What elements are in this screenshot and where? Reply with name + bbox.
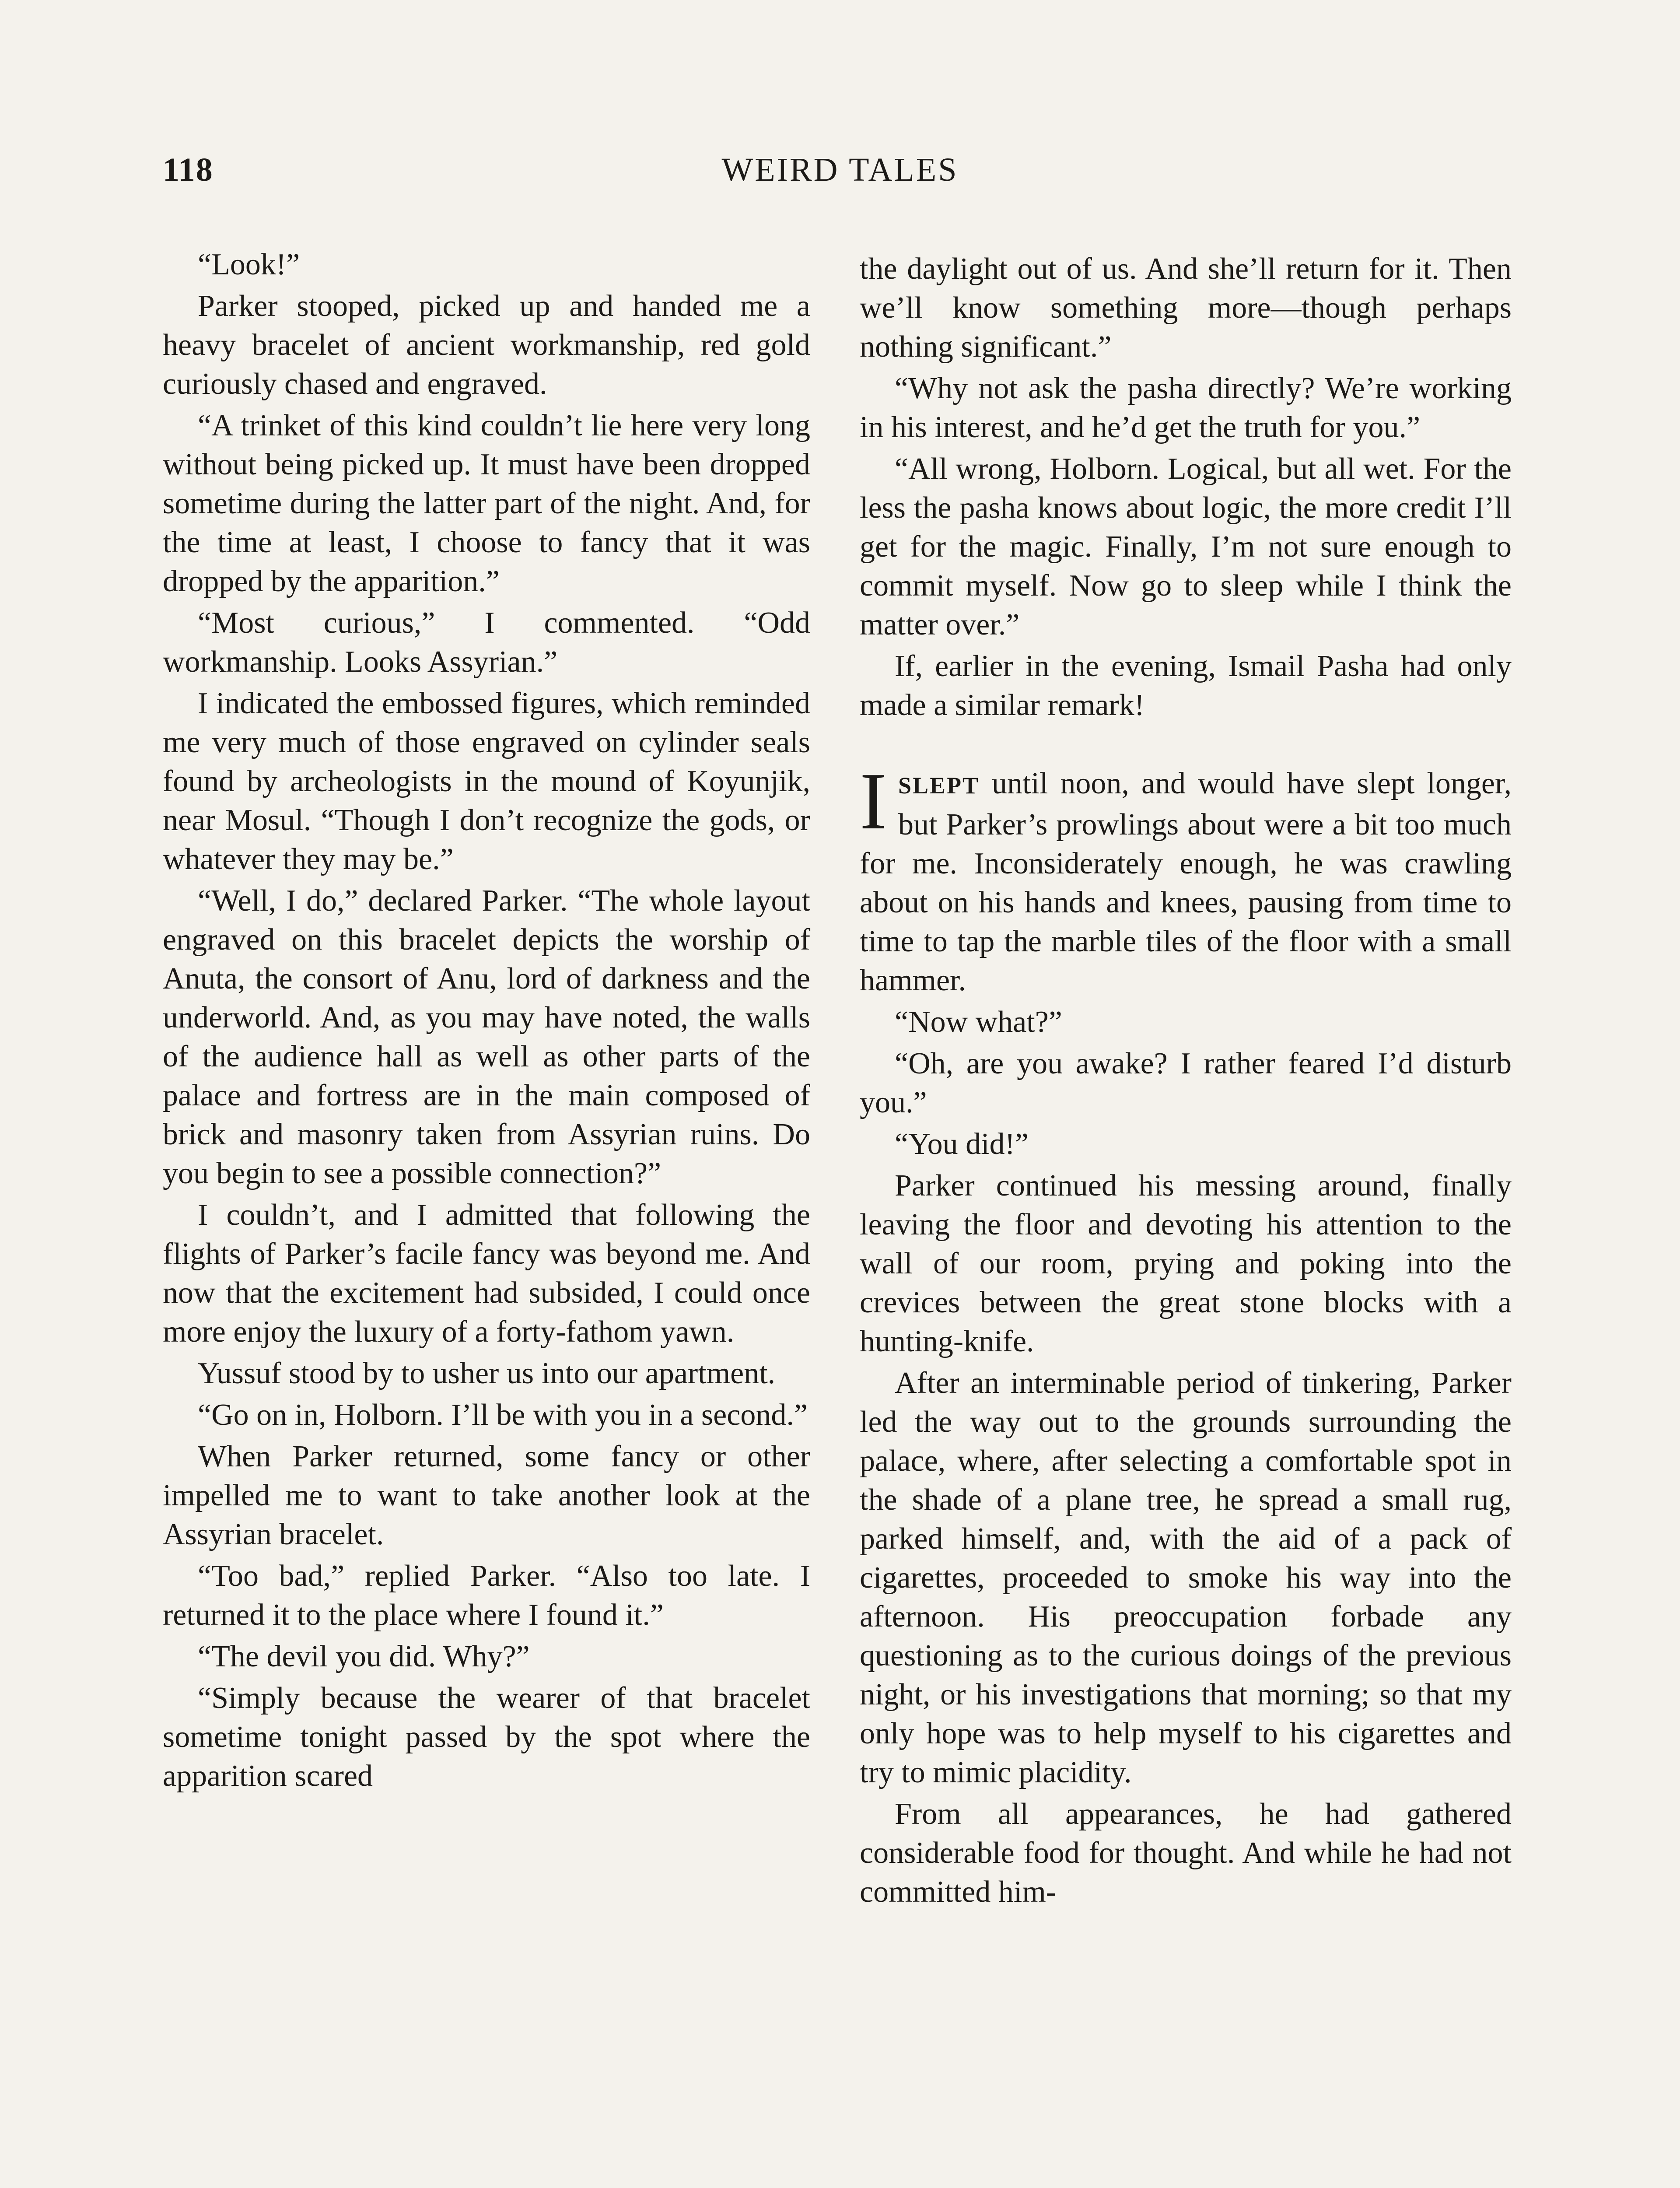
- paragraph: “Oh, are you awake? I rather feared I’d disturb you.”: [860, 1047, 1512, 1119]
- paragraph: If, earlier in the evening, Ismail Pasha had only made a similar remark!: [860, 649, 1512, 722]
- paragraph: “Most curious,” I commented. “Odd workmanship. Looks Assyrian.”: [163, 606, 810, 679]
- paragraph: “Now what?”: [895, 1005, 1062, 1039]
- left-column: [163, 245, 810, 1798]
- paragraph: Yussuf stood by to usher us into our apartment.: [198, 1357, 776, 1390]
- paragraph: Parker stooped, picked up and handed me a heavy bracelet of ancient workmanship, red gold curiously chased and engraved.: [163, 289, 810, 401]
- drop-cap: I: [860, 756, 887, 846]
- small-caps-lead: SLEPT: [898, 772, 980, 799]
- section-opening-text: until noon, and would have slept longer, but Parker’s prowlings about were a bit too much for me. Inconsiderately enough, he was crawling about on his hands and knees, pausing from time to time to tap the marble tiles of the floor with a small hammer.: [860, 767, 1512, 997]
- page-header: [0, 151, 1680, 203]
- paragraph: After an interminable period of tinkering, Parker led the way out to the grounds surrounding the palace, where, after selecting a comfortable spot in the shade of a plane tree, he spread a small rug, parked himself, and, with the aid of a pack of cigarettes, proceeded to smoke his way into the afternoon. His preoccupation forbade any questioning as to the curious doings of the previous night, or his investigations that morning; so that my only hope was to help myself to his cigarettes and try to mimic placidity.: [860, 1366, 1512, 1789]
- paragraph: I couldn’t, and I admitted that following the flights of Parker’s facile fancy was beyond me. And now that the excitement had subsided, I could once more enjoy the luxury of a forty-fathom yawn.: [163, 1198, 810, 1349]
- right-column: [860, 249, 1512, 1914]
- paragraph: “Too bad,” replied Parker. “Also too late. I returned it to the place where I found it.”: [163, 1559, 810, 1632]
- page-number: 118: [163, 151, 214, 188]
- paragraph: “Well, I do,” declared Parker. “The whole layout engraved on this bracelet depicts the worship of Anuta, the consort of Anu, lord of darkness and the underworld. And, as you may have noted, the walls of the audience hall as well as other parts of the palace and fortress are in the main composed of brick and masonry taken from Assyrian ruins. Do you begin to see a possible connection?”: [163, 884, 810, 1190]
- paragraph: “A trinket of this kind couldn’t lie here very long without being picked up. It must have been dropped sometime during the latter part of the night. And, for the time at least, I choose to fancy that it was dropped by the apparition.”: [163, 409, 810, 598]
- paragraph: “Simply because the wearer of that bracelet sometime tonight passed by the spot where the apparition scared: [163, 1681, 810, 1793]
- paragraph: Parker continued his messing around, finally leaving the floor and devoting his attention to the wall of our room, prying and poking into the crevices between the great stone blocks with a hunting-knife.: [860, 1169, 1512, 1358]
- paragraph: I indicated the embossed figures, which reminded me very much of those engraved on cylinder seals found by archeologists in the mound of Koyunjik, near Mosul. “Though I don’t recognize the gods, or whatever they may be.”: [163, 687, 810, 876]
- paragraph: “Look!”: [198, 248, 300, 281]
- paragraph: “Go on in, Holborn. I’ll be with you in a second.”: [198, 1398, 808, 1432]
- section-opening-paragraph: [860, 756, 1512, 1000]
- continuation-paragraph: the daylight out of us. And she’ll return for it. Then we’ll know something more—though perhaps nothing significant.”: [860, 252, 1512, 364]
- paragraph: “The devil you did. Why?”: [198, 1640, 530, 1673]
- paragraph: “Why not ask the pasha directly? We’re working in his interest, and he’d get the truth for you.”: [860, 372, 1512, 444]
- paragraph: From all appearances, he had gathered considerable food for thought. And while he had not committed him-: [860, 1797, 1512, 1909]
- paragraph: When Parker returned, some fancy or other impelled me to want to take another look at the Assyrian bracelet.: [163, 1440, 810, 1551]
- paragraph: “You did!”: [895, 1127, 1029, 1161]
- running-head: WEIRD TALES: [721, 151, 959, 188]
- paragraph: “All wrong, Holborn. Logical, but all wet. For the less the pasha knows about logic, the more credit I’ll get for the magic. Finally, I’m not sure enough to commit myself. Now go to sleep while I think the matter over.”: [860, 452, 1512, 642]
